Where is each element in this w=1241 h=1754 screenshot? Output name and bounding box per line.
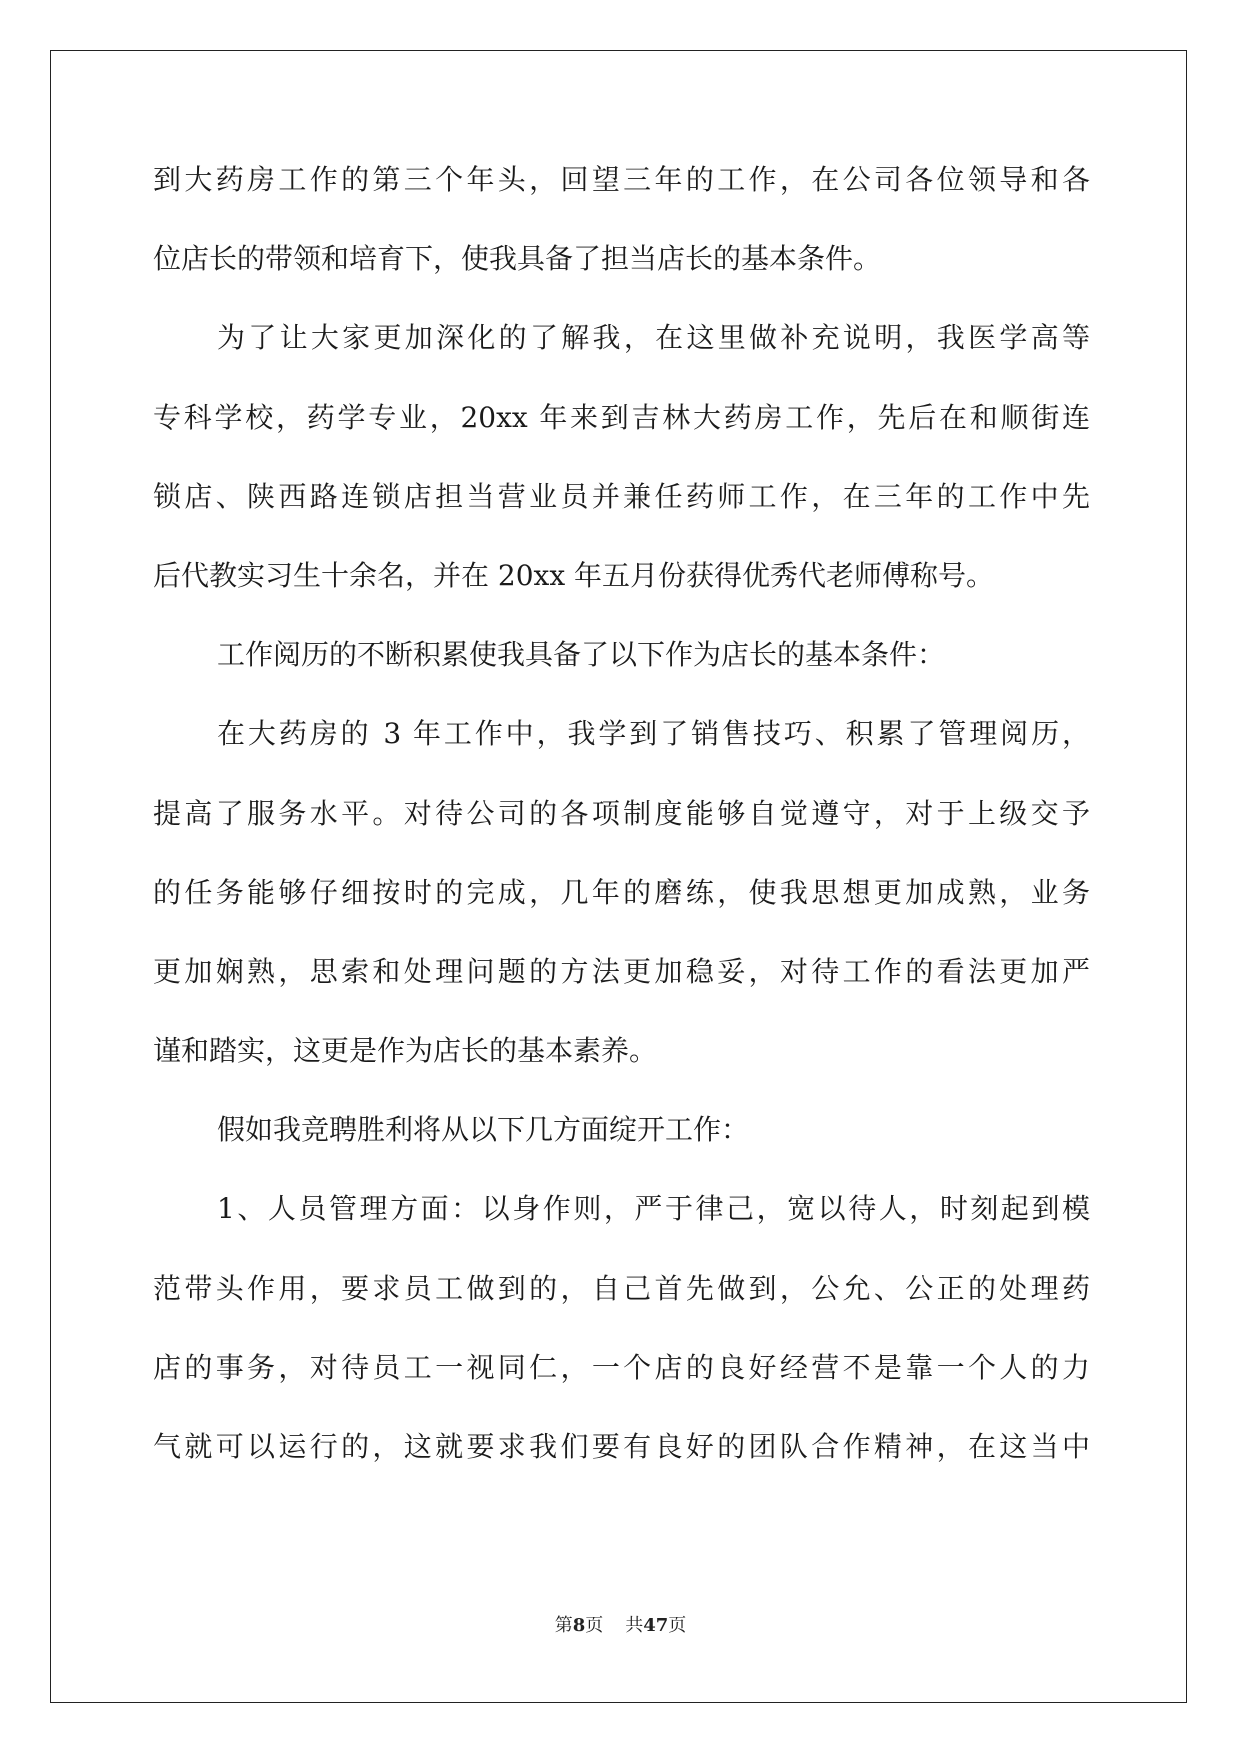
text-line-16: 店的事务，对待员工一视同仁，一个店的良好经营不是靠一个人的力 [153,1350,1090,1384]
text-line-17: 气就可以运行的，这就要求我们要有良好的团队合作精神，在这当中 [153,1430,1090,1463]
page-prefix: 第 [554,1615,573,1636]
text-line-2: 位店长的带领和培育下，使我具备了担当店长的基本条件。 [153,242,882,276]
text-line-8: 在大药房的 3 年工作中，我学到了销售技巧、积累了管理阅历， [217,717,1090,751]
text-line-10: 的任务能够仔细按时的完成，几年的磨练，使我思想更加成熟，业务 [153,875,1090,909]
text-line-5: 锁店、陕西路连锁店担当营业员并兼任药师工作，在三年的工作中先 [153,479,1090,513]
text-line-14: 1、人员管理方面：以身作则，严于律己，宽以待人，时刻起到模 [217,1192,1090,1226]
text-line-13: 假如我竞聘胜利将从以下几方面绽开工作： [217,1113,750,1147]
text-line-12: 谨和踏实，这更是作为店长的基本素养。 [153,1034,658,1068]
page-footer [0,1614,1241,1638]
document-body [153,160,1090,1506]
text-line-3: 为了让大家更加深化的了解我，在这里做补充说明，我医学高等 [217,321,1090,355]
text-line-9: 提高了服务水平。对待公司的各项制度能够自觉遵守，对于上级交予 [153,796,1090,830]
total-suffix: 页 [668,1615,687,1636]
text-line-11: 更加娴熟，思索和处理问题的方法更加稳妥，对待工作的看法更加严 [153,954,1090,988]
text-line-7: 工作阅历的不断积累使我具备了以下作为店长的基本条件： [217,638,946,672]
text-line-1: 到大药房工作的第三个年头，回望三年的工作，在公司各位领导和各 [153,163,1090,196]
text-line-15: 范带头作用，要求员工做到的，自己首先做到，公允、公正的处理药 [153,1271,1090,1305]
total-pages: 47 [643,1615,669,1636]
page-suffix: 页 [585,1615,604,1636]
text-line-6: 后代教实习生十余名，并在 20xx 年五月份获得优秀代老师傅称号。 [153,558,995,592]
text-line-4: 专科学校，药学专业，20xx 年来到吉林大药房工作，先后在和顺街连 [153,400,1090,434]
page-number: 8 [572,1615,586,1636]
total-prefix: 共 [625,1615,644,1636]
